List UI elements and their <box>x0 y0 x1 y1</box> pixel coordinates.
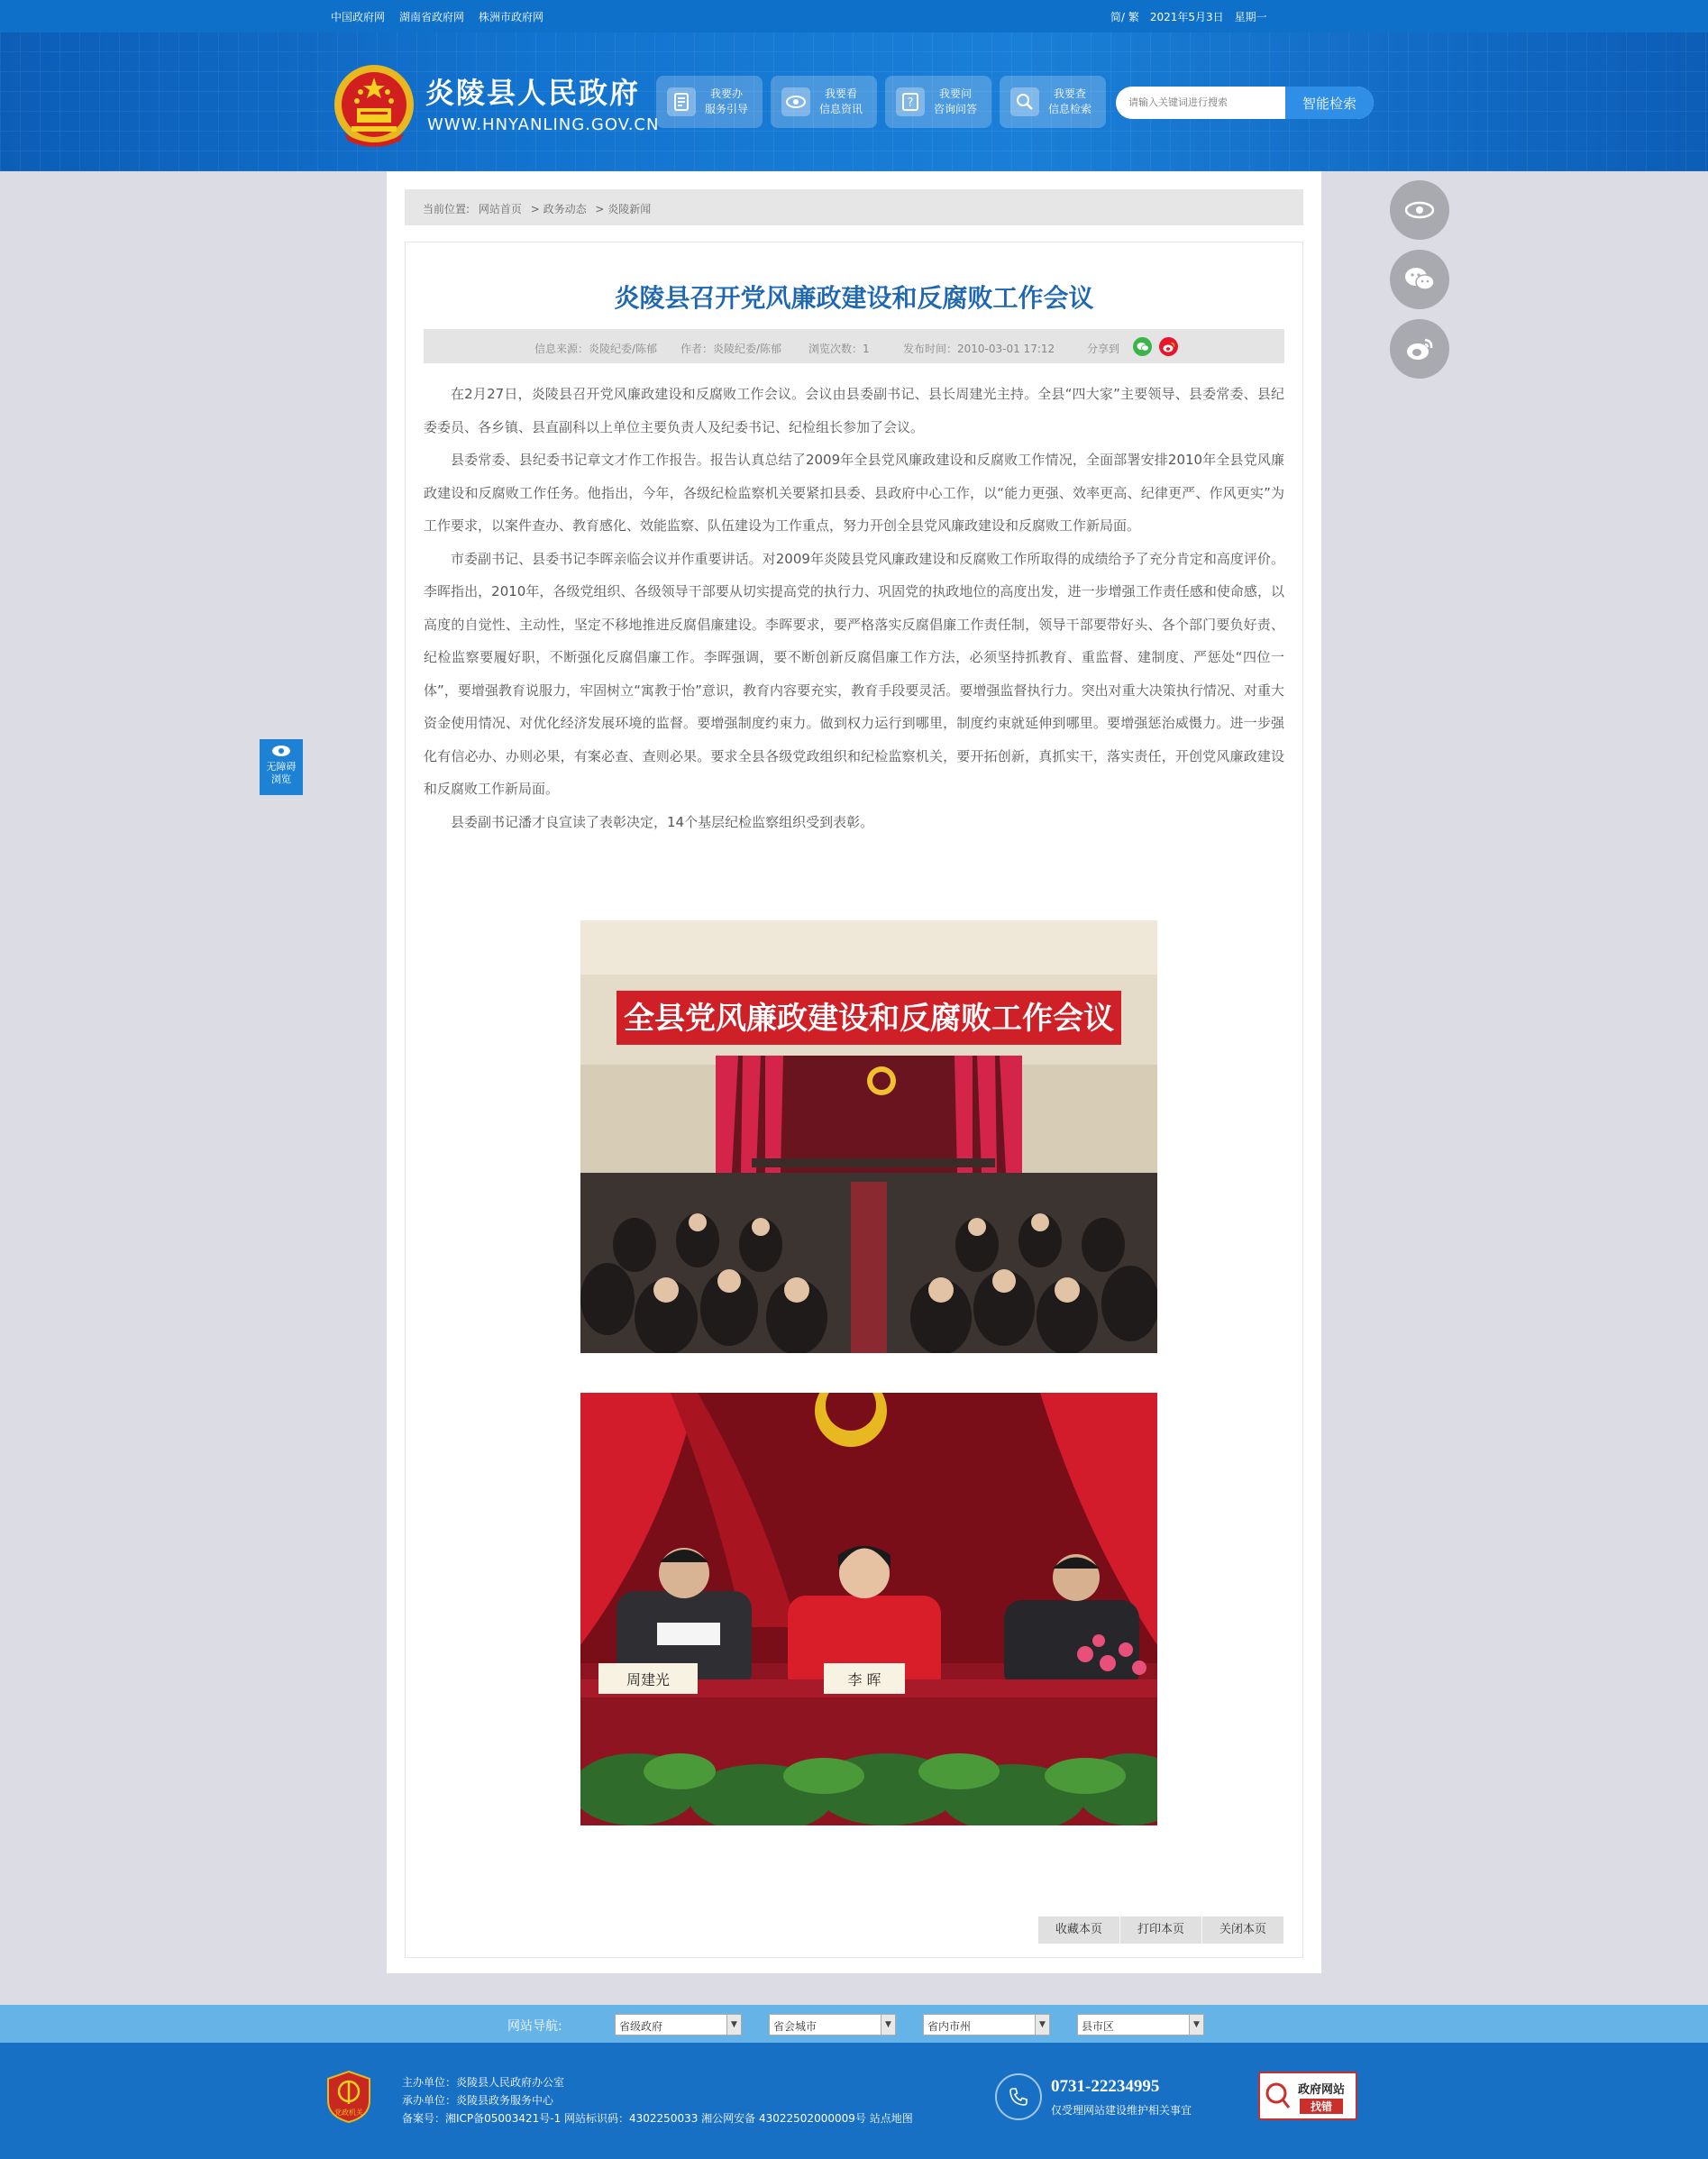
breadcrumb <box>405 189 1303 225</box>
current-date: 2021年5月3日 <box>1149 11 1224 23</box>
meta-published: 发布时间：2010-03-01 17:12 <box>903 343 1055 355</box>
search-input[interactable] <box>1128 87 1300 119</box>
nav-info-line1: 我要看 <box>825 87 858 100</box>
side-weibo-button[interactable] <box>1390 319 1449 379</box>
nav-ask-button[interactable] <box>885 76 991 128</box>
nav-info-line2: 信息资讯 <box>819 103 863 115</box>
nav-ask-line1: 我要问 <box>939 87 973 100</box>
main-content <box>387 171 1321 1973</box>
weibo-icon <box>1405 336 1434 361</box>
side-wechat-button[interactable] <box>1390 250 1449 309</box>
phone-icon <box>995 2073 1042 2120</box>
print-button[interactable]: 打印本页 <box>1120 1917 1202 1944</box>
top-right <box>1110 9 1267 24</box>
meta-source: 信息来源：炎陵纪委/陈郁 <box>534 343 658 355</box>
top-link-hunan-gov[interactable]: 湖南省政府网 <box>399 11 465 23</box>
smart-search-button[interactable]: 智能检索 <box>1285 87 1374 119</box>
jiucuo-top-text: 政府网站 <box>1297 2083 1346 2097</box>
footer-phone: 0731-22234995 <box>1051 2077 1160 2096</box>
svg-text:?: ? <box>907 96 914 110</box>
select-provincial-gov-value: 省级政府 <box>619 2020 663 2033</box>
article-paragraph: 在2月27日，炎陵县召开党风廉政建设和反腐败工作会议。会议由县委副书记、县长周建光主持。全县“四大家”主要领导、县委常委、县纪委委员、各乡镇、县直副科以上单位主要负责人及纪委书记、纪检组长参加了会议。 <box>424 386 1284 435</box>
select-province-cities-value: 省内市州 <box>927 2020 972 2033</box>
national-emblem-icon <box>332 61 416 151</box>
nameplate-left: 周建光 <box>626 1671 671 1688</box>
nav-search-button[interactable] <box>1000 76 1106 128</box>
select-counties-value: 县市区 <box>1082 2020 1115 2033</box>
article-paragraph: 县委常委、县纪委书记章文才作工作报告。报告认真总结了2009年全县党风廉政建设和反腐败工作情况，全面部署安排2010年全县党风廉政建设和反腐败工作任务。他指出，今年，各级纪检监察机关要紧扣县委、县政府中心工作，以“能力更强、效率更高、纪律更严、作风更实”为工作要求，以案件查办、教育感化、效能监察、队伍建设为工作重点，努力开创全县党风廉政建设和反腐败工作新局面。 <box>424 452 1284 534</box>
select-provincial-gov[interactable] <box>615 2014 742 2035</box>
wechat-icon <box>1404 267 1435 292</box>
top-bar <box>0 0 1708 32</box>
footer-sponsor: 主办单位：炎陵县人民政府办公室 <box>402 2076 565 2089</box>
eye-icon <box>271 745 291 757</box>
site-title[interactable]: 炎陵县人民政府 <box>425 76 641 110</box>
meta-author: 作者：炎陵纪委/陈郁 <box>680 343 782 355</box>
footer-organizer: 承办单位：炎陵县政务服务中心 <box>402 2094 554 2107</box>
share-weibo-icon[interactable] <box>1159 337 1178 356</box>
nav-service-line1: 我要办 <box>710 87 744 100</box>
select-capital-cities-value: 省会城市 <box>773 2020 817 2033</box>
breadcrumb-prefix: 当前位置: <box>423 203 470 215</box>
current-weekday: 星期一 <box>1234 11 1267 23</box>
article-body <box>424 378 1284 838</box>
top-link-zhuzhou-gov[interactable]: 株洲市政府网 <box>479 11 544 23</box>
article <box>405 242 1303 1958</box>
footer-nav <box>0 2005 1708 2043</box>
lang-switch[interactable]: 简/ 繁 <box>1110 11 1139 23</box>
side-eye-button[interactable] <box>1390 180 1449 240</box>
meta-views: 浏览次数：1 <box>808 343 870 355</box>
nav-search-line2: 信息检索 <box>1048 103 1092 115</box>
breadcrumb-news[interactable]: > 炎陵新闻 <box>595 203 652 215</box>
accessibility-line1: 无障碍 <box>266 761 297 773</box>
search-box <box>1116 87 1374 119</box>
nav-search-line1: 我要查 <box>1054 87 1087 100</box>
rostrum-photo <box>580 1393 1157 1825</box>
nav-service-line2: 服务引导 <box>705 103 749 115</box>
question-icon <box>896 87 925 116</box>
nav-service-button[interactable] <box>656 76 763 128</box>
conference-hall-photo <box>580 920 1157 1353</box>
nav-info-button[interactable] <box>771 76 877 128</box>
article-title: 炎陵县召开党风廉政建设和反腐败工作会议 <box>614 283 1094 313</box>
accessibility-button[interactable] <box>260 739 303 795</box>
bookmark-button[interactable]: 收藏本页 <box>1038 1917 1120 1944</box>
nav-ask-line2: 咨询问答 <box>934 103 978 115</box>
banner-text: 全县党风廉政建设和反腐败工作会议 <box>624 1001 1114 1037</box>
footer-record[interactable]: 备案号：湘ICP备05003421号-1 网站标识码：4302250033 湘公网安备 43022502000009号 站点地图 <box>402 2112 913 2125</box>
gov-site-error-report-button[interactable] <box>1258 2072 1357 2120</box>
footer-phone-note: 仅受理网站建设维护相关事宜 <box>1051 2104 1192 2117</box>
select-capital-cities[interactable] <box>769 2014 896 2035</box>
site-header <box>0 32 1708 171</box>
meta-share-label: 分享到 <box>1087 343 1120 355</box>
jiucuo-bottom-text: 找错 <box>1310 2100 1333 2113</box>
article-meta <box>424 329 1284 363</box>
document-icon <box>667 87 696 116</box>
eye-icon <box>781 87 810 116</box>
search-icon <box>1010 87 1039 116</box>
chevron-down-icon: ▼ <box>726 2015 741 2035</box>
share-wechat-icon[interactable] <box>1133 337 1152 356</box>
accessibility-line2: 浏览 <box>271 773 291 785</box>
article-actions <box>1038 1917 1284 1944</box>
eye-icon <box>1405 201 1434 219</box>
select-counties[interactable] <box>1077 2014 1204 2035</box>
party-gov-badge-icon[interactable] <box>324 2070 373 2124</box>
chevron-down-icon: ▼ <box>1035 2015 1049 2035</box>
breadcrumb-politics[interactable]: > 政务动态 <box>530 203 587 215</box>
site-url: WWW.HNYANLING.GOV.CN <box>427 115 660 134</box>
breadcrumb-home[interactable]: 网站首页 <box>478 203 522 215</box>
chevron-down-icon: ▼ <box>1189 2015 1203 2035</box>
close-page-button[interactable]: 关闭本页 <box>1202 1917 1284 1944</box>
chevron-down-icon: ▼ <box>881 2015 895 2035</box>
top-link-china-gov[interactable]: 中国政府网 <box>331 11 386 23</box>
article-paragraph: 县委副书记潘才良宣读了表彰决定，14个基层纪检监察组织受到表彰。 <box>451 813 874 830</box>
nameplate-center: 李 晖 <box>847 1671 881 1688</box>
footer-info <box>402 2073 913 2127</box>
site-footer <box>0 2043 1708 2159</box>
badge-text: 党政机关 <box>334 2109 363 2117</box>
top-links <box>331 9 543 24</box>
footer-nav-label: 网站导航: <box>507 2019 562 2034</box>
article-paragraph: 市委副书记、县委书记李晖亲临会议并作重要讲话。对2009年炎陵县党风廉政建设和反腐败工作所取得的成绩给予了充分肯定和高度评价。李晖指出，2010年，各级党组织、各级领导干部要从切实提高党的执行力、巩固党的执政地位的高度出发，进一步增强工作责任感和使命感，以高度的自觉性、主动性，坚定不移地推进反腐倡廉建设。李晖要求，要严格落实反腐倡廉工作责任制，领导干部要带好头、各个部门要负好责、纪检监察要履好职，不断强化反腐倡廉工作。李晖强调，要不断创新反腐倡廉工作方法，必须坚持抓教育、重监督、建制度、严惩处“四位一体”，要增强教育说服力，牢固树立“寓教于怡”意识，教育内容要充实，教育手段要灵活。要增强监督执行力。突出对重大决策执行情况、对重大资金使用情况、对优化经济发展环境的监督。要增强制度约束力。做到权力运行到哪里，制度约束就延伸到哪里。要增强惩治威慑力。进一步强化有信必办、办则必果，有案必查、查则必果。要求全县各级党政组织和纪检监察机关，要开拓创新，真抓实干，落实责任，开创党风廉政建设和反腐败工作新局面。 <box>424 550 1284 797</box>
select-province-cities[interactable] <box>923 2014 1050 2035</box>
